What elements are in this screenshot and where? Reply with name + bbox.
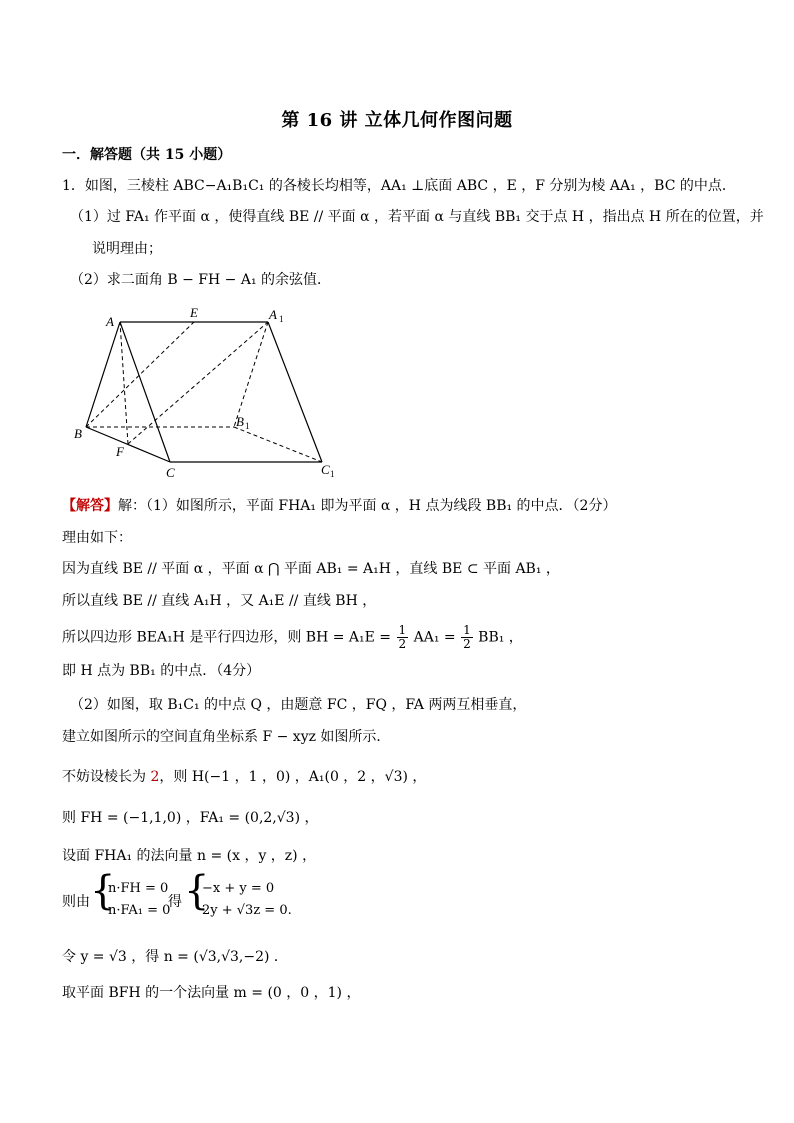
label-A1-sub: 1 xyxy=(279,314,284,324)
label-B: B xyxy=(74,426,82,441)
answer-line-10: 则 FH = (−1,1,0) ，FA₁ = (0,2,√3) ， xyxy=(62,810,319,826)
fraction-denominator: 2 xyxy=(463,637,471,651)
answer-line-7: （2）如图，取 B₁C₁ 的中点 Q ，由题意 FC ，FQ ，FA 两两互相垂直， xyxy=(70,697,527,713)
answer-line-5-a: 所以四边形 BEA₁H 是平行四边形，则 BH = A₁E = xyxy=(62,629,392,646)
edge-A-B xyxy=(86,322,120,427)
answer-line-6: 即 H 点为 BB₁ 的中点．（4分） xyxy=(62,663,261,679)
answer-label: 【解答】 xyxy=(62,498,118,514)
answer-line-3: 因为直线 BE // 平面 α ，平面 α ⋂ 平面 AB₁ = A₁H ，直线 BE ⊂ 平面 AB₁ ， xyxy=(62,561,560,577)
left-brace-2: { xyxy=(184,868,210,914)
answer-line-13: 令 y = √3 ，得 n = (√3,√3,−2) ． xyxy=(62,949,288,965)
system-2-top: −x + y = 0 xyxy=(202,881,275,896)
answer-line-5-b: AA₁ = xyxy=(413,629,456,646)
prism-figure xyxy=(70,302,350,482)
answer-part-1: （1）如图所示，平面 FHA₁ 即为平面 α ，H 点为线段 BB₁ 的中点．（2分） xyxy=(146,498,617,514)
system-1-bottom: n·FA₁ = 0 xyxy=(108,903,171,918)
edge-B1-C1 xyxy=(234,427,322,462)
answer-line-5 xyxy=(62,624,523,651)
answer-line-9 xyxy=(62,767,426,787)
problem-stem: 1．如图，三棱柱 ABC−A₁B₁C₁ 的各棱长均相等，AA₁ ⊥底面 ABC ，E ，F 分别为棱 AA₁ ，BC 的中点． xyxy=(62,178,736,194)
answer-line-4: 所以直线 BE // 直线 A₁H ，又 A₁E // 直线 BH ， xyxy=(62,593,377,609)
label-C1-sub: 1 xyxy=(330,469,335,479)
edge-B-C xyxy=(86,427,170,462)
edge-A1-B1 xyxy=(234,322,268,427)
answer-prefix: 解： xyxy=(118,498,146,514)
section-heading: 一．解答题（共 15 小题） xyxy=(62,147,232,163)
answer-line-2: 理由如下： xyxy=(62,530,132,546)
label-B1-sub: 1 xyxy=(245,421,250,431)
answer-line-12-mid: 得 xyxy=(168,894,182,910)
answer-line-11: 设面 FHA₁ 的法向量 n = (x ，y ，z) ， xyxy=(62,848,317,864)
fraction-half-2 xyxy=(461,624,473,651)
answer-line-12-prefix: 则由 xyxy=(62,894,90,910)
system-1-top: n·FH = 0 xyxy=(108,881,169,896)
answer-line-1 xyxy=(62,496,616,516)
fraction-half-1 xyxy=(397,624,409,651)
left-brace-1: { xyxy=(90,868,116,914)
label-C: C xyxy=(166,465,175,480)
page-title: 第 16 讲 立体几何作图问题 xyxy=(281,110,513,131)
question-2: （2）求二面角 B − FH − A₁ 的余弦值． xyxy=(70,272,332,288)
label-F: F xyxy=(116,444,124,459)
question-1-line-2: 说明理由； xyxy=(92,241,162,257)
answer-line-14: 取平面 BFH 的一个法向量 m = (0 ，0 ，1) ， xyxy=(62,985,361,1001)
system-2-bottom: 2y + √3z = 0. xyxy=(202,903,292,918)
label-C1: C xyxy=(321,462,330,477)
fraction-numerator: 1 xyxy=(398,623,407,637)
answer-line-9-a: 不妨设棱长为 xyxy=(62,769,146,785)
fraction-denominator: 2 xyxy=(398,637,407,651)
label-E: E xyxy=(190,305,198,320)
answer-line-5-c: BB₁ ， xyxy=(478,629,523,646)
label-A: A xyxy=(106,314,114,329)
edge-A1-C1 xyxy=(268,322,322,462)
answer-line-8: 建立如图所示的空间直角坐标系 F − xyz 如图所示． xyxy=(62,729,391,745)
segment-B-E xyxy=(86,322,194,427)
edge-length-value: 2 xyxy=(150,769,160,785)
label-A1: A xyxy=(269,307,277,322)
answer-line-9-b: ，则 H(−1 ，1 ，0) ，A₁(0 ，2 ，√3) ， xyxy=(159,769,427,785)
label-B1: B xyxy=(236,414,244,429)
question-1-line-1: （1）过 FA₁ 作平面 α ，使得直线 BE // 平面 α ，若平面 α 与直线 BB₁ 交于点 H ，指出点 H 所在的位置，并 xyxy=(70,209,764,225)
fraction-numerator: 1 xyxy=(463,623,471,637)
